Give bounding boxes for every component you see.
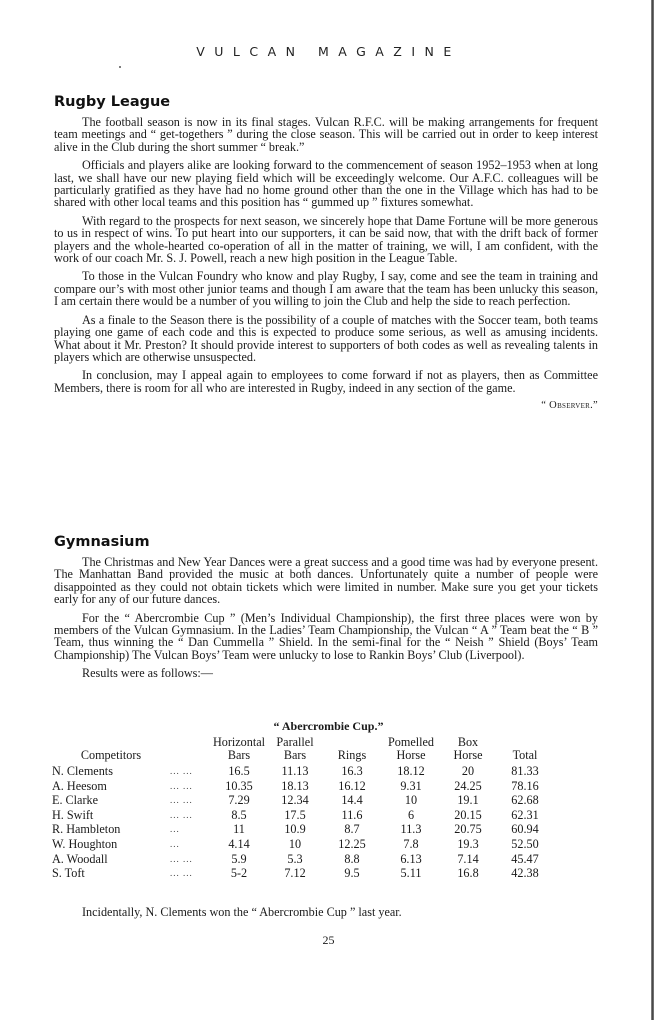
table-row (52, 779, 554, 794)
rugby-paragraph: The football season is now in its final stages. Vulcan R.F.C. will be making arrangements for frequent team meetings and “ get-togethers ” during the close season. This will be carried out in order to keep interest alive in the Club during the short summer “ break.” (54, 115, 598, 154)
horizontal-bars-score: 16.5 (228, 764, 250, 778)
pomelled-horse-score: 11.3 (400, 822, 422, 837)
col-label-line: Parallel (276, 735, 314, 749)
horizontal-bars-score: 5-2 (230, 866, 248, 881)
leader-dots: ... ... (170, 780, 193, 791)
rugby-paragraph: In conclusion, may I appeal again to employees to come forward if not as players, then as Committee Members, there is room for all who are interested in Rugby, indeed in any section of the game. (54, 368, 598, 395)
pomelled-horse-score: 6.13 (400, 851, 422, 866)
box-horse-score: 20 (461, 764, 475, 778)
horizontal-bars-score: 8.5 (231, 807, 247, 822)
masthead: VULCAN MAGAZINE (196, 44, 461, 59)
pomelled-horse-score: 7.8 (403, 836, 419, 851)
competitor-name: N. Clements (52, 764, 113, 778)
rings-score: 16.12 (338, 778, 366, 793)
gymnasium-paragraph: For the “ Abercrombie Cup ” (Men’s Individual Championship), the first three places were won by members of the Vulcan Gymnasium. In the Ladies’ Team Championship, the Vulcan “ A ” Team beat the “ B ” Team, thus winning the “ Dan Cummella ” Shield. In the semi-final for the “ Neish ” Shield (Boys’ Team Championship) The Vulcan Boys’ Team were unlucky to lose to Rankin Boys’ Club (Liverpool). (54, 610, 598, 662)
competitor-name: H. Swift (52, 807, 94, 822)
parallel-bars-score: 5.3 (287, 851, 303, 866)
page-edge-line (651, 0, 654, 1020)
table-row (52, 793, 554, 808)
rugby-paragraph: To those in the Vulcan Foundry who know and play Rugby, I say, come and see the team in training and compare our’s with most other junior teams and though I am aware that the team has been unlucky this season, I am certain there would be a number of you willing to join the Club and help the side to reach perfection. (54, 269, 598, 309)
results-intro: Results were as follows:— (82, 666, 213, 681)
print-speck (119, 66, 121, 68)
horizontal-bars-score: 4.14 (228, 836, 250, 851)
col-parallel-bars (268, 736, 322, 764)
total-score: 62.31 (511, 807, 539, 822)
gymnasium-heading: Gymnasium (54, 534, 150, 550)
rugby-paragraph: Officials and players alike are looking forward to the commencement of season 1952–1953 when at long last, we shall have our new playing field which will be exceedingly welcome. Our A.F.C. colleagues will be particularly gratified as they have had no home ground other than the one in the Village which has had to be shared with other local teams and this position has “ gummed up ” fixtures somewhat. (54, 158, 598, 210)
leader-dots: ... ... (170, 795, 193, 806)
pomelled-horse-score: 9.31 (400, 778, 422, 793)
col-rings: Rings (337, 747, 367, 762)
box-horse-score: 7.14 (457, 851, 479, 866)
competitor-name: A. Woodall (52, 851, 108, 866)
pomelled-horse-score: 6 (407, 807, 415, 822)
leader-dots: ... ... (170, 809, 193, 820)
rings-score: 11.6 (341, 807, 363, 822)
col-label-line: Box (457, 735, 479, 749)
col-pomelled-horse (382, 736, 440, 764)
leader-dots: ... ... (170, 853, 193, 864)
parallel-bars-score: 12.34 (281, 793, 309, 808)
total-score: 42.38 (511, 866, 539, 881)
signature (54, 400, 598, 412)
parallel-bars-score: 10 (288, 836, 302, 851)
table-header-row (52, 736, 554, 764)
col-label-line: Horse (396, 747, 426, 762)
parallel-bars-score: 7.12 (284, 866, 306, 881)
col-horizontal-bars (210, 736, 268, 764)
parallel-bars-score: 10.9 (284, 822, 306, 837)
rugby-league-heading: Rugby League (54, 94, 171, 110)
page-number: 25 (322, 933, 335, 947)
table-row (52, 808, 554, 823)
horizontal-bars-score: 11 (233, 822, 245, 837)
col-box-horse (440, 736, 496, 764)
col-total: Total (512, 747, 538, 762)
competitor-name: E. Clarke (52, 793, 99, 808)
results-table-title: “ Abercrombie Cup.” (273, 719, 384, 733)
box-horse-score: 24.25 (454, 778, 482, 793)
leader-dots: ... (170, 824, 180, 835)
horizontal-bars-score: 7.29 (228, 793, 250, 808)
rugby-league-section (54, 116, 598, 413)
col-spacer (170, 736, 210, 764)
col-label-line: Horizontal (212, 735, 266, 749)
gymnasium-paragraph: The Christmas and New Year Dances were a great success and a good time was had by everyone present. The Manhattan Band provided the music at both dances. Unfortunately quite a number of people were disappointed as they could not obtain tickets which were limited in number. Make sure you get your tickets early for any of our future dances. (54, 555, 598, 607)
pomelled-horse-score: 10 (404, 793, 418, 808)
col-label-line: Bars (227, 747, 251, 762)
table-row (52, 852, 554, 867)
col-label-line: Horse (453, 747, 483, 762)
competitor-name: W. Houghton (52, 836, 118, 851)
parallel-bars-score: 11.13 (281, 764, 309, 778)
results-table (52, 736, 554, 881)
parallel-bars-score: 18.13 (281, 778, 309, 793)
table-row (52, 764, 554, 779)
parallel-bars-score: 17.5 (284, 807, 306, 822)
total-score: 52.50 (511, 836, 539, 851)
rings-score: 8.7 (344, 822, 360, 837)
signature-text: “ Observer.” (541, 400, 598, 412)
rugby-paragraph: As a finale to the Season there is the possibility of a couple of matches with the Soccer team, both teams playing one game of each code and this is expected to produce some serious, as well as amusing incidents. What about it Mr. Preston? It should provide interest to supporters of both codes as well as revealing talents in players which are otherwise unsuspected. (54, 312, 598, 364)
table-row (52, 822, 554, 837)
box-horse-score: 19.1 (457, 793, 479, 808)
leader-dots: ... ... (170, 766, 193, 776)
box-horse-score: 19.3 (457, 836, 479, 851)
rings-score: 8.8 (344, 851, 360, 866)
competitor-name: A. Heesom (52, 778, 107, 793)
footnote: Incidentally, N. Clements won the “ Abercrombie Cup ” last year. (82, 905, 402, 919)
rings-score: 12.25 (338, 836, 366, 851)
total-score: 81.33 (511, 764, 539, 778)
col-label-line: Pomelled (387, 735, 435, 749)
gymnasium-section (54, 556, 598, 686)
rings-score: 9.5 (344, 866, 360, 881)
rugby-paragraph: With regard to the prospects for next season, we sincerely hope that Dame Fortune will be more generous to us in respect of wins. To put heart into our supporters, it can be said now, that with the drift back of former players and the whole-hearted co-operation of all in the matter of training, we will, I am confident, with the work of our coach Mr. S. J. Powell, reach a new high position in the League Table. (54, 213, 598, 266)
pomelled-horse-score: 5.11 (400, 866, 422, 881)
competitor-name: S. Toft (52, 866, 85, 881)
table-row (52, 837, 554, 852)
total-score: 78.16 (511, 778, 539, 793)
horizontal-bars-score: 5.9 (231, 851, 247, 866)
rings-score: 16.3 (341, 764, 363, 778)
col-competitors: Competitors (80, 747, 142, 762)
box-horse-score: 20.75 (454, 822, 482, 837)
competitor-name: R. Hambleton (52, 822, 121, 837)
horizontal-bars-score: 10.35 (225, 778, 253, 793)
leader-dots: ... (170, 838, 180, 849)
total-score: 60.94 (511, 822, 539, 837)
pomelled-horse-score: 18.12 (397, 764, 425, 778)
rings-score: 14.4 (341, 793, 363, 808)
table-row (52, 866, 554, 881)
box-horse-score: 20.15 (454, 807, 482, 822)
total-score: 62.68 (511, 793, 539, 808)
box-horse-score: 16.8 (457, 866, 479, 881)
leader-dots: ... ... (170, 868, 193, 879)
total-score: 45.47 (511, 851, 539, 866)
col-label-line: Bars (283, 747, 307, 762)
